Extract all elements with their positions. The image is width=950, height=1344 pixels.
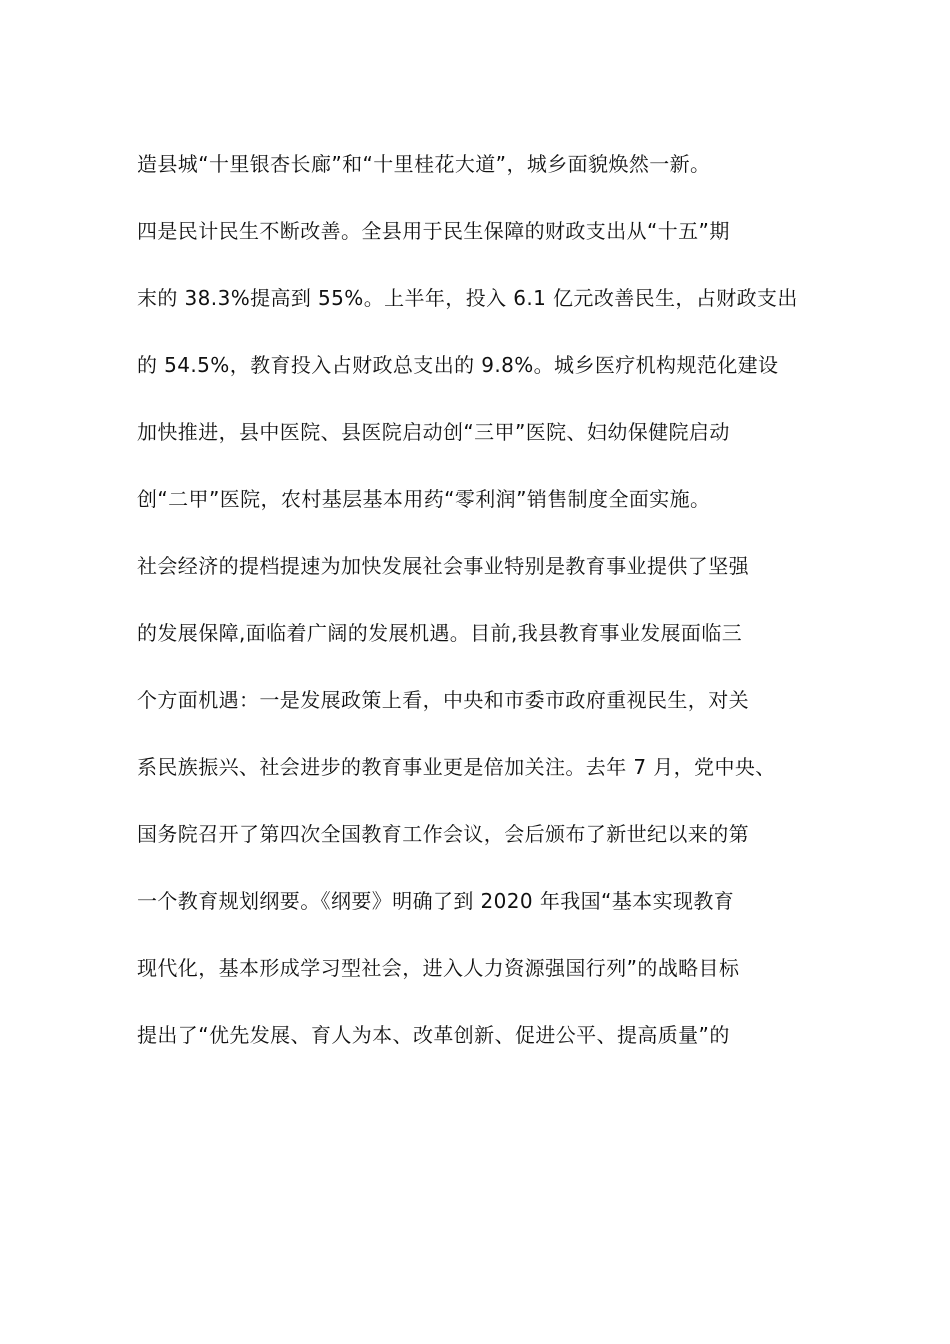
- text-line: 加快推进，县中医院、县医院启动创“三甲”医院、妇幼保健院启动: [137, 420, 730, 444]
- text-line: 造县城“十里银杏长廊”和“十里桂花大道”，城乡面貌焕然一新。: [137, 152, 711, 176]
- text-line: 现代化，基本形成学习型社会，进入人力资源强国行列”的战略目标: [137, 956, 740, 980]
- text-line: 创“二甲”医院，农村基层基本用药“零利润”销售制度全面实施。: [137, 487, 711, 511]
- text-line: 的 54.5%，教育投入占财政总支出的 9.8%。城乡医疗机构规范化建设: [137, 353, 779, 377]
- text-line: 个方面机遇：一是发展政策上看，中央和市委市政府重视民生，对关: [137, 688, 749, 712]
- text-line: 提出了“优先发展、育人为本、改革创新、促进公平、提高质量”的: [137, 1023, 730, 1047]
- text-line: 社会经济的提档提速为加快发展社会事业特别是教育事业提供了坚强: [137, 554, 749, 578]
- text-line: 四是民计民生不断改善。全县用于民生保障的财政支出从“十五”期: [137, 219, 730, 243]
- text-line: 末的 38.3%提高到 55%。上半年，投入 6.1 亿元改善民生，占财政支出: [137, 286, 798, 310]
- text-line: 一个教育规划纲要。《纲要》明确了到 2020 年我国“基本实现教育: [137, 889, 735, 913]
- text-line: 系民族振兴、社会进步的教育事业更是倍加关注。去年 7 月，党中央、: [137, 755, 776, 779]
- text-line: 国务院召开了第四次全国教育工作会议，会后颁布了新世纪以来的第: [137, 822, 749, 846]
- body-text: [137, 140, 837, 1078]
- text-line: 的发展保障,面临着广阔的发展机遇。目前,我县教育事业发展面临三: [137, 621, 743, 645]
